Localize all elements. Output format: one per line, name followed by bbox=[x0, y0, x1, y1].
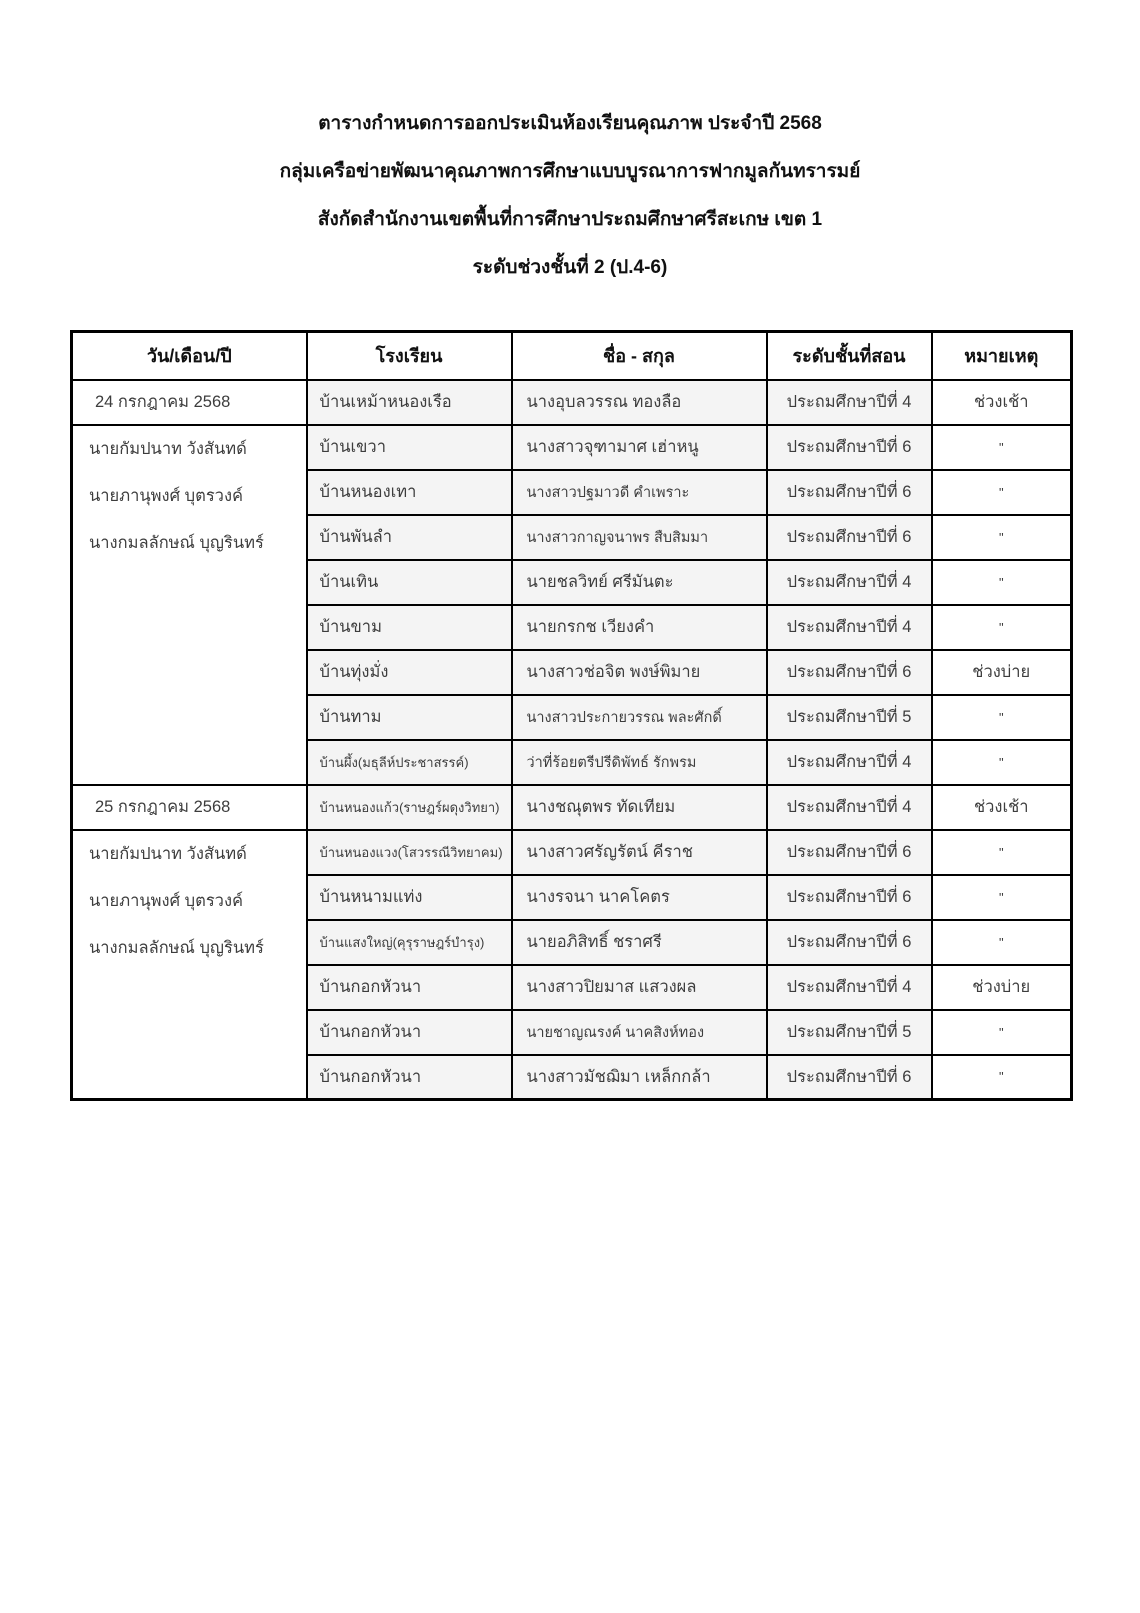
committee-member: นายภานุพงศ์ บุตรวงค์ bbox=[89, 892, 244, 910]
header-remark: หมายเหตุ bbox=[932, 332, 1072, 380]
name-cell: นางอุบลวรรณ ทองลือ bbox=[512, 380, 767, 425]
grade-cell: ประถมศึกษาปีที่ 4 bbox=[767, 965, 932, 1010]
remark-cell: " bbox=[932, 605, 1072, 650]
grade-cell: ประถมศึกษาปีที่ 6 bbox=[767, 920, 932, 965]
remark-cell: " bbox=[932, 1055, 1072, 1100]
grade-cell: ประถมศึกษาปีที่ 4 bbox=[767, 785, 932, 830]
school-cell: บ้านกอกหัวนา bbox=[307, 965, 512, 1010]
table-row bbox=[72, 380, 1072, 425]
school-cell: บ้านเทิน bbox=[307, 560, 512, 605]
remark-cell: " bbox=[932, 470, 1072, 515]
remark-cell: " bbox=[932, 830, 1072, 875]
school-cell: บ้านเขวา bbox=[307, 425, 512, 470]
grade-cell: ประถมศึกษาปีที่ 4 bbox=[767, 605, 932, 650]
remark-cell: " bbox=[932, 695, 1072, 740]
school-cell: บ้านผึ้ง(มธุลีห์ประชาสรรค์) bbox=[307, 740, 512, 785]
name-cell: นางสาวปิยมาส แสวงผล bbox=[512, 965, 767, 1010]
evaluation-schedule-table bbox=[70, 330, 1073, 1101]
committee-member: นางกมลลักษณ์ บุญรินทร์ bbox=[89, 939, 264, 957]
school-cell: บ้านหนองแก้ว(ราษฎร์ผดุงวิทยา) bbox=[307, 785, 512, 830]
table-row bbox=[72, 785, 1072, 830]
committee-member: นายภานุพงศ์ บุตรวงค์ bbox=[89, 487, 244, 505]
grade-cell: ประถมศึกษาปีที่ 6 bbox=[767, 1055, 932, 1100]
remark-cell: ช่วงเช้า bbox=[932, 785, 1072, 830]
school-cell: บ้านกอกหัวนา bbox=[307, 1055, 512, 1100]
grade-cell: ประถมศึกษาปีที่ 6 bbox=[767, 515, 932, 560]
schedule-table-body bbox=[72, 380, 1072, 1100]
table-row bbox=[72, 830, 1072, 875]
remark-cell: ช่วงบ่าย bbox=[932, 650, 1072, 695]
name-cell: นายชาญณรงค์ นาคสิงห์ทอง bbox=[512, 1010, 767, 1055]
remark-cell: ช่วงเช้า bbox=[932, 380, 1072, 425]
name-cell: นางสาวกาญจนาพร สืบสิมมา bbox=[512, 515, 767, 560]
committee-member: นางกมลลักษณ์ บุญรินทร์ bbox=[89, 534, 264, 552]
name-cell: นายอภิสิทธิ์ ชราศรี bbox=[512, 920, 767, 965]
name-cell: นางสาวจุฑามาศ เฮ่าหนู bbox=[512, 425, 767, 470]
title-line-4: ระดับช่วงชั้นที่ 2 (ป.4-6) bbox=[472, 257, 668, 278]
remark-cell: " bbox=[932, 740, 1072, 785]
name-cell: นายชลวิทย์ ศรีมันตะ bbox=[512, 560, 767, 605]
title-line-3: สังกัดสำนักงานเขตพื้นที่การศึกษาประถมศึกษาศรีสะเกษ เขต 1 bbox=[317, 209, 823, 230]
name-cell: นางสาวปฐมาวดี คำเพราะ bbox=[512, 470, 767, 515]
grade-cell: ประถมศึกษาปีที่ 6 bbox=[767, 650, 932, 695]
name-cell: ว่าที่ร้อยตรีปรีดิพัทธ์ รักพรม bbox=[512, 740, 767, 785]
remark-cell: " bbox=[932, 1010, 1072, 1055]
school-cell: บ้านพันลำ bbox=[307, 515, 512, 560]
grade-cell: ประถมศึกษาปีที่ 5 bbox=[767, 695, 932, 740]
name-cell: นางสาวศรัญรัตน์ คีราช bbox=[512, 830, 767, 875]
committee-member: นายกัมปนาท วังสันทด์ bbox=[89, 440, 247, 458]
school-cell: บ้านเหม้าหนองเรือ bbox=[307, 380, 512, 425]
committee-cell bbox=[72, 425, 307, 785]
name-cell: นางรจนา นาคโคตร bbox=[512, 875, 767, 920]
grade-cell: ประถมศึกษาปีที่ 4 bbox=[767, 740, 932, 785]
name-cell: นางสาวประกายวรรณ พละศักดิ์ bbox=[512, 695, 767, 740]
grade-cell: ประถมศึกษาปีที่ 5 bbox=[767, 1010, 932, 1055]
school-cell: บ้านขาม bbox=[307, 605, 512, 650]
remark-cell: " bbox=[932, 920, 1072, 965]
grade-cell: ประถมศึกษาปีที่ 4 bbox=[767, 380, 932, 425]
name-cell: นางสาวช่อจิต พงษ์พิมาย bbox=[512, 650, 767, 695]
table-row bbox=[72, 425, 1072, 470]
committee-cell bbox=[72, 830, 307, 1100]
title-line-2: กลุ่มเครือข่ายพัฒนาคุณภาพการศึกษาแบบบูรณาการฟากมูลกันทรารมย์ bbox=[279, 161, 861, 182]
name-cell: นายกรกช เวียงคำ bbox=[512, 605, 767, 650]
remark-cell: " bbox=[932, 425, 1072, 470]
header-date: วัน/เดือน/ปี bbox=[72, 332, 307, 380]
school-cell: บ้านทุ่งมั่ง bbox=[307, 650, 512, 695]
title-line-1: ตารางกำหนดการออกประเมินห้องเรียนคุณภาพ ประจำปี 2568 bbox=[318, 113, 822, 134]
name-cell: นางชณุตพร ทัดเทียม bbox=[512, 785, 767, 830]
grade-cell: ประถมศึกษาปีที่ 4 bbox=[767, 560, 932, 605]
school-cell: บ้านทาม bbox=[307, 695, 512, 740]
document-title-block bbox=[0, 0, 1140, 292]
grade-cell: ประถมศึกษาปีที่ 6 bbox=[767, 470, 932, 515]
name-cell: นางสาวมัชฌิมา เหล็กกล้า bbox=[512, 1055, 767, 1100]
school-cell: บ้านหนองเทา bbox=[307, 470, 512, 515]
remark-cell: " bbox=[932, 515, 1072, 560]
grade-cell: ประถมศึกษาปีที่ 6 bbox=[767, 875, 932, 920]
date-cell: 25 กรกฎาคม 2568 bbox=[72, 785, 307, 830]
header-grade: ระดับชั้นที่สอน bbox=[767, 332, 932, 380]
grade-cell: ประถมศึกษาปีที่ 6 bbox=[767, 830, 932, 875]
grade-cell: ประถมศึกษาปีที่ 6 bbox=[767, 425, 932, 470]
table-header-row bbox=[72, 332, 1072, 380]
header-school: โรงเรียน bbox=[307, 332, 512, 380]
school-cell: บ้านกอกหัวนา bbox=[307, 1010, 512, 1055]
header-name: ชื่อ - สกุล bbox=[512, 332, 767, 380]
school-cell: บ้านหนามแท่ง bbox=[307, 875, 512, 920]
school-cell: บ้านหนองแวง(โสวรรณีวิทยาคม) bbox=[307, 830, 512, 875]
remark-cell: ช่วงบ่าย bbox=[932, 965, 1072, 1010]
committee-member: นายกัมปนาท วังสันทด์ bbox=[89, 845, 247, 863]
school-cell: บ้านแสงใหญ่(คุรุราษฎร์บำรุง) bbox=[307, 920, 512, 965]
remark-cell: " bbox=[932, 560, 1072, 605]
date-cell: 24 กรกฎาคม 2568 bbox=[72, 380, 307, 425]
remark-cell: " bbox=[932, 875, 1072, 920]
